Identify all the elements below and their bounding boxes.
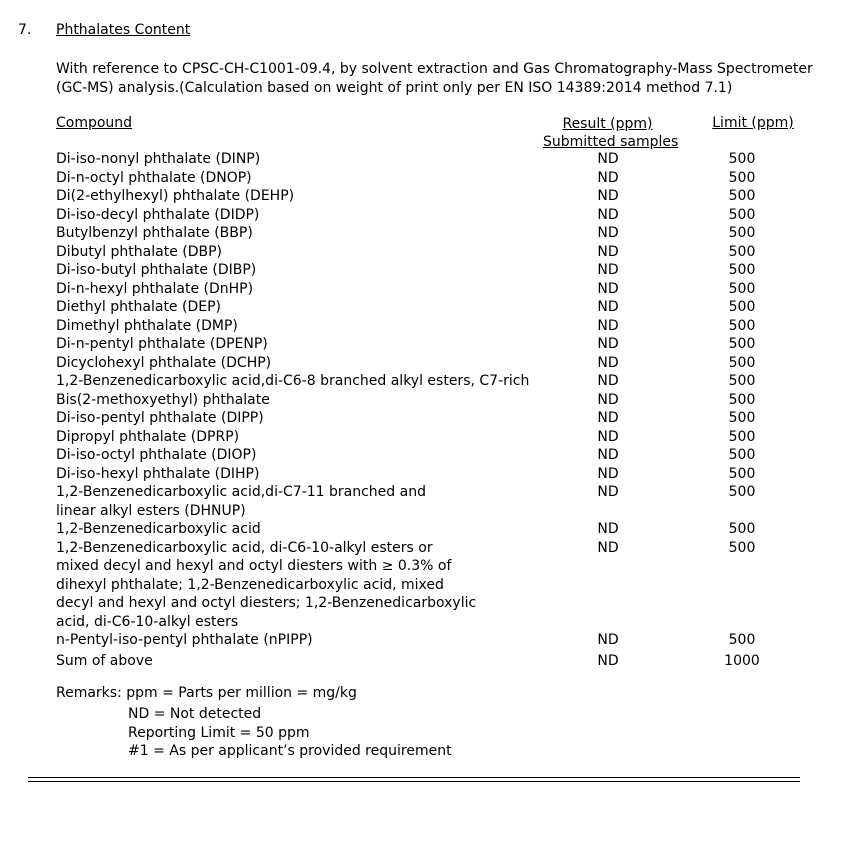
- remark-note: Reporting Limit = 50 ppm: [128, 724, 310, 741]
- table-row: [56, 150, 816, 169]
- limit-value: 500: [728, 262, 756, 278]
- remark-note: ND = Not detected: [128, 706, 262, 722]
- limit-value: 500: [728, 373, 756, 389]
- table-row: [56, 354, 816, 373]
- result-value: ND: [597, 151, 619, 167]
- intro-line-1: With reference to CPSC-CH-C1001-09.4, by solvent extraction and Gas Chromatography-Mass Spectrometer: [56, 61, 813, 77]
- compound-name: Di(2-ethylhexyl) phthalate (DEHP): [56, 188, 295, 204]
- table-row: [56, 169, 816, 188]
- limit-value: 500: [728, 317, 756, 334]
- table-row: [56, 409, 816, 428]
- table-row: [56, 483, 816, 520]
- result-value: ND: [597, 225, 619, 241]
- table-row: [56, 391, 816, 410]
- results-table: [56, 150, 816, 670]
- result-value: ND: [597, 539, 619, 556]
- header-result-sub: Submitted samples: [543, 134, 679, 150]
- limit-value: 500: [728, 206, 756, 223]
- compound-name: Sum of above: [56, 652, 153, 669]
- limit-value: 500: [728, 410, 756, 426]
- section-number: 7.: [18, 22, 32, 38]
- bottom-rule-2: [28, 781, 800, 782]
- limit-value: 500: [728, 447, 756, 463]
- compound-name: Di-n-pentyl phthalate (DPENP): [56, 336, 268, 352]
- result-value: ND: [597, 299, 619, 315]
- result-value: ND: [597, 354, 619, 371]
- table-row: [56, 372, 816, 391]
- table-row: [56, 298, 816, 317]
- limit-value: 500: [728, 354, 756, 371]
- compound-name: Dibutyl phthalate (DBP): [56, 243, 223, 260]
- intro-line-2: (GC-MS) analysis.(Calculation based on weight of print only per EN ISO 14389:2014 method 7.1): [56, 80, 733, 96]
- compound-name: 1,2-Benzenedicarboxylic acid,di-C6-8 branched alkyl esters, C7-rich: [56, 373, 530, 389]
- compound-name: Di-iso-butyl phthalate (DIBP): [56, 262, 257, 278]
- table-row: [56, 539, 816, 632]
- header-result-label: Result (ppm): [562, 116, 653, 132]
- compound-name: Dicyclohexyl phthalate (DCHP): [56, 354, 272, 371]
- result-value: ND: [597, 188, 619, 204]
- table-row: [56, 280, 816, 299]
- limit-value: 500: [728, 299, 756, 315]
- table-row: [56, 465, 816, 484]
- compound-name: Butylbenzyl phthalate (BBP): [56, 225, 253, 241]
- compound-name: Diethyl phthalate (DEP): [56, 299, 221, 315]
- result-value: ND: [597, 243, 619, 260]
- table-row: [56, 224, 816, 243]
- compound-name: Di-iso-decyl phthalate (DIDP): [56, 206, 260, 223]
- result-value: ND: [597, 632, 619, 648]
- result-value: ND: [597, 169, 619, 186]
- table-row: [56, 428, 816, 447]
- result-value: ND: [597, 652, 619, 669]
- result-value: ND: [597, 410, 619, 426]
- result-value: ND: [597, 280, 619, 297]
- compound-name: Di-iso-hexyl phthalate (DIHP): [56, 465, 260, 482]
- remark-note: #1 = As per applicant’s provided requirement: [128, 743, 452, 759]
- table-row: [56, 187, 816, 206]
- header-limit: Limit (ppm): [712, 115, 794, 131]
- table-row: [56, 631, 816, 650]
- limit-value: 500: [728, 225, 756, 241]
- result-value: ND: [597, 336, 619, 352]
- result-value: ND: [597, 206, 619, 223]
- table-row: [56, 652, 816, 671]
- compound-name: Bis(2-methoxyethyl) phthalate: [56, 391, 270, 408]
- table-row: [56, 317, 816, 336]
- table-row: [56, 243, 816, 262]
- compound-name: n-Pentyl-iso-pentyl phthalate (nPIPP): [56, 632, 313, 648]
- limit-value: 500: [728, 243, 756, 260]
- limit-value: 500: [728, 336, 756, 352]
- remarks-line: Remarks: ppm = Parts per million = mg/kg: [56, 685, 357, 701]
- compound-name: 1,2-Benzenedicarboxylic acid: [56, 521, 261, 537]
- limit-value: 500: [728, 391, 756, 408]
- result-value: ND: [597, 373, 619, 389]
- limit-value: 500: [728, 632, 756, 648]
- result-value: ND: [597, 521, 619, 537]
- compound-name: 1,2-Benzenedicarboxylic acid,di-C7-11 branched and linear alkyl esters (DHNUP): [56, 484, 426, 519]
- limit-value: 500: [728, 465, 756, 482]
- limit-value: 500: [728, 521, 756, 537]
- table-row: [56, 261, 816, 280]
- result-value: ND: [597, 317, 619, 334]
- compound-name: Di-iso-pentyl phthalate (DIPP): [56, 410, 264, 426]
- remarks-notes: [128, 705, 452, 761]
- result-value: ND: [597, 428, 619, 445]
- compound-name: 1,2-Benzenedicarboxylic acid, di-C6-10-alkyl esters or mixed decyl and hexyl and octyl diesters with ≥ 0.3% of dihexyl phthalate; 1,2-Benzenedicarboxylic acid, mixed decyl and hexyl and octyl diesters; 1,2-Benzenedicarboxylic acid, di-C6-10-alkyl esters: [56, 539, 477, 630]
- result-value: ND: [597, 262, 619, 278]
- limit-value: 500: [728, 188, 756, 204]
- table-row: [56, 206, 816, 225]
- header-compound: Compound: [56, 115, 133, 131]
- result-value: ND: [597, 484, 619, 500]
- table-row: [56, 520, 816, 539]
- limit-value: 500: [728, 280, 756, 297]
- limit-value: 1000: [724, 652, 760, 669]
- header-result: [543, 115, 679, 151]
- limit-value: 500: [728, 484, 756, 500]
- section-title: Phthalates Content: [56, 22, 191, 38]
- bottom-rule-1: [28, 777, 800, 778]
- compound-name: Di-iso-octyl phthalate (DIOP): [56, 447, 257, 463]
- limit-value: 500: [728, 428, 756, 445]
- result-value: ND: [597, 447, 619, 463]
- limit-value: 500: [728, 539, 756, 556]
- intro-paragraph: [56, 60, 813, 98]
- table-row: [56, 335, 816, 354]
- compound-name: Di-n-hexyl phthalate (DnHP): [56, 280, 254, 297]
- limit-value: 500: [728, 169, 756, 186]
- compound-name: Di-n-octyl phthalate (DNOP): [56, 169, 252, 186]
- compound-name: Dimethyl phthalate (DMP): [56, 317, 238, 334]
- result-value: ND: [597, 391, 619, 408]
- result-value: ND: [597, 465, 619, 482]
- table-row: [56, 446, 816, 465]
- compound-name: Di-iso-nonyl phthalate (DINP): [56, 151, 261, 167]
- limit-value: 500: [728, 151, 756, 167]
- compound-name: Dipropyl phthalate (DPRP): [56, 428, 240, 445]
